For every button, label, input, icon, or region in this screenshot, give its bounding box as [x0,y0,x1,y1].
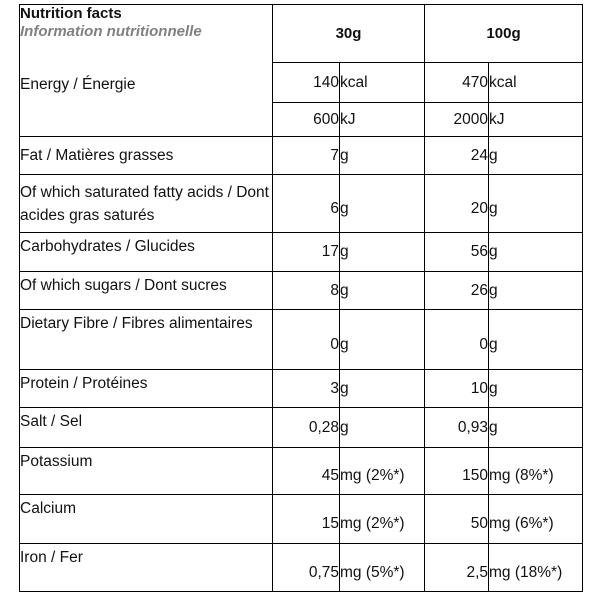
unit-100g: g [489,137,583,175]
table-row [20,495,583,544]
value-30g: 45 [273,448,340,495]
unit-30g: g [340,137,425,175]
header-energy-cell [20,5,273,137]
table-row [20,310,583,370]
nutrient-label: Fat / Matières grasses [20,137,273,175]
unit-100g: g [489,272,583,310]
unit-100g: g [489,310,583,370]
unit-100g: mg (6%*) [489,495,583,544]
table-row [20,272,583,310]
energy-kj-30g-unit: kJ [340,103,425,137]
nutrient-label: Protein / Protéines [20,370,273,408]
column-header-30g: 30g [273,5,425,63]
header-row [20,5,583,63]
value-100g: 10 [425,370,489,408]
unit-30g: g [340,408,425,448]
unit-30g: mg (2%*) [340,448,425,495]
nutrient-label: Dietary Fibre / Fibres alimentaires [20,310,273,370]
nutrient-label: Calcium [20,495,273,544]
table-title: Nutrition facts [20,5,122,22]
nutrient-label: Salt / Sel [20,408,273,448]
unit-30g: mg (5%*) [340,544,425,592]
table-subtitle: Information nutritionnelle [20,23,202,40]
value-30g: 17 [273,233,340,272]
value-30g: 7 [273,137,340,175]
energy-label: Energy / Énergie [20,76,136,93]
value-100g: 0,93 [425,408,489,448]
nutrient-label: Of which sugars / Dont sucres [20,272,273,310]
nutrient-label: Iron / Fer [20,544,273,592]
energy-kcal-100g-unit: kcal [489,63,583,103]
table-row [20,544,583,592]
value-100g: 24 [425,137,489,175]
unit-100g: g [489,370,583,408]
value-100g: 2,5 [425,544,489,592]
energy-kj-100g-value: 2000 [425,103,489,137]
column-header-100g: 100g [425,5,583,63]
table-row [20,448,583,495]
unit-30g: g [340,272,425,310]
unit-100g: g [489,175,583,233]
table-row [20,370,583,408]
value-100g: 0 [425,310,489,370]
value-100g: 26 [425,272,489,310]
value-100g: 56 [425,233,489,272]
energy-kj-100g-unit: kJ [489,103,583,137]
energy-kcal-30g-value: 140 [273,63,340,103]
unit-30g: g [340,370,425,408]
value-100g: 50 [425,495,489,544]
unit-30g: g [340,233,425,272]
nutrient-label: Of which saturated fatty acids / Dont acides gras saturés [20,175,273,233]
value-30g: 0 [273,310,340,370]
value-30g: 8 [273,272,340,310]
table-row [20,233,583,272]
nutrient-label: Carbohydrates / Glucides [20,233,273,272]
table-row [20,408,583,448]
unit-100g: mg (18%*) [489,544,583,592]
unit-100g: g [489,233,583,272]
nutrient-rows [20,137,583,592]
value-30g: 15 [273,495,340,544]
value-30g: 3 [273,370,340,408]
unit-30g: g [340,310,425,370]
unit-30g: g [340,175,425,233]
table-row [20,175,583,233]
value-100g: 20 [425,175,489,233]
nutrition-table [19,4,583,592]
energy-kcal-30g-unit: kcal [340,63,425,103]
value-30g: 0,75 [273,544,340,592]
value-100g: 150 [425,448,489,495]
unit-30g: mg (2%*) [340,495,425,544]
unit-100g: mg (8%*) [489,448,583,495]
table-row [20,137,583,175]
value-30g: 6 [273,175,340,233]
value-30g: 0,28 [273,408,340,448]
energy-kcal-100g-value: 470 [425,63,489,103]
unit-100g: g [489,408,583,448]
energy-kj-30g-value: 600 [273,103,340,137]
nutrient-label: Potassium [20,448,273,495]
